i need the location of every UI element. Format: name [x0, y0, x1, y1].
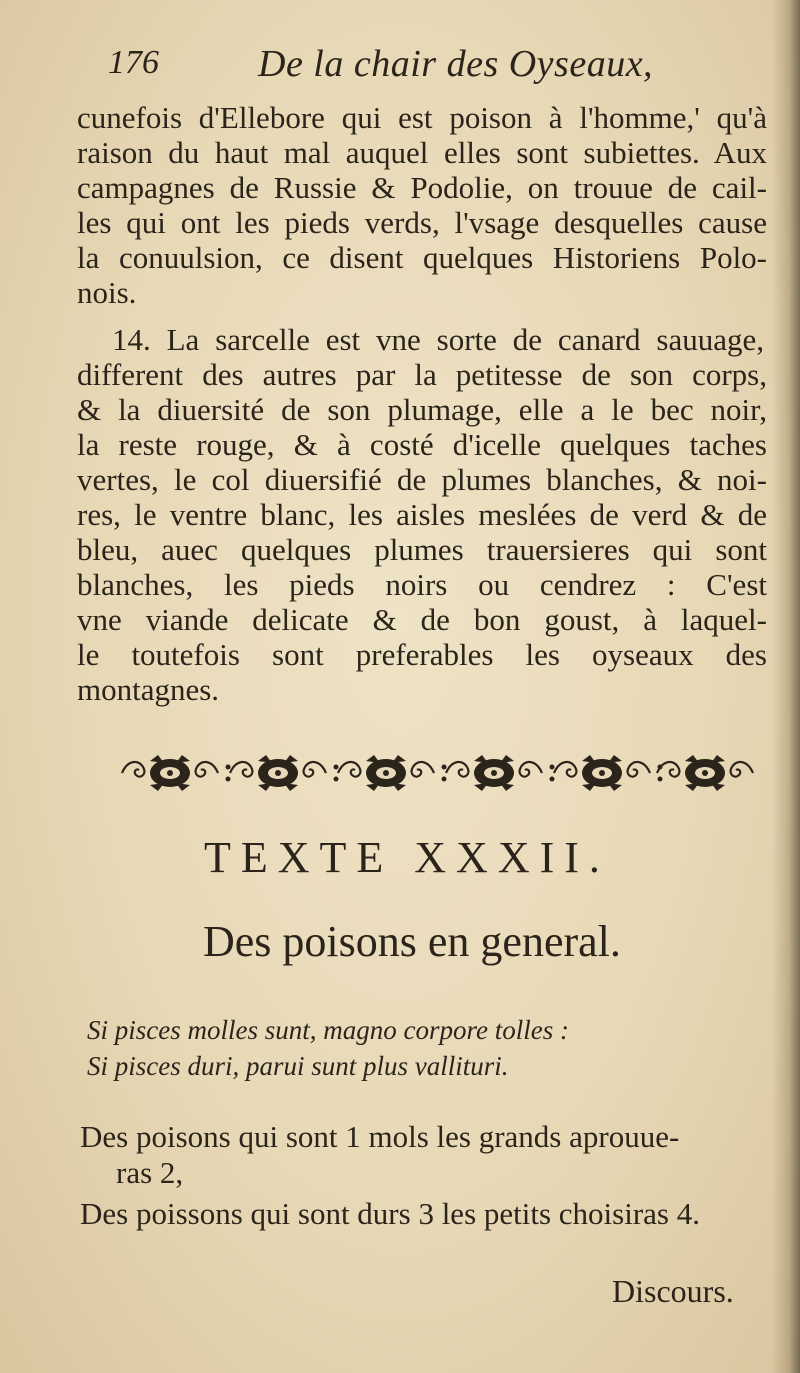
text-line: raison du haut mal auquel elles sont subiettes. Aux: [77, 135, 767, 170]
text-line: res, le ventre blanc, les aisles meslées de verd & de: [77, 497, 767, 532]
text-line: campagnes de Russie & Podolie, on trouue de cail-: [77, 170, 767, 205]
page-header: [108, 40, 758, 90]
text-line: vertes, le col diuersifié de plumes blanches, & noi-: [77, 462, 767, 497]
section-title: TEXTE XXXII.: [204, 833, 610, 882]
text-line: bleu, auec quelques plumes trauersieres qui sont: [77, 532, 767, 567]
verse-line: Des poissons qui sont durs 3 les petits choisiras 4.: [80, 1196, 700, 1231]
text-line: la reste rouge, & à costé d'icelle quelques taches: [77, 427, 767, 462]
text-line: montagnes.: [77, 672, 220, 707]
text-line: nois.: [77, 275, 137, 310]
printer-ornament-divider: [118, 751, 760, 795]
latin-line: Si pisces molles sunt, magno corpore tolles :: [87, 1015, 569, 1045]
verse-line: Des poisons qui sont 1 mols les grands aprouue-: [80, 1119, 680, 1154]
text-line: les qui ont les pieds verds, l'vsage desquelles cause: [77, 205, 767, 240]
text-line: & la diuersité de son plumage, elle a le bec noir,: [77, 392, 767, 427]
text-line: cunefois d'Ellebore qui est poison à l'homme,' qu'à: [77, 100, 767, 135]
text-line: vne viande delicate & de bon goust, à laquel-: [77, 602, 767, 637]
text-line: 14. La sarcelle est vne sorte de canard sauuage,: [112, 322, 764, 357]
text-line: different des autres par la petitesse de son corps,: [77, 357, 767, 392]
text-line: le toutefois sont preferables les oyseaux des: [77, 637, 767, 672]
text-line: la conuulsion, ce disent quelques Historiens Polo-: [77, 240, 767, 275]
page-number: 176: [108, 44, 159, 81]
verse-line: ras 2,: [116, 1155, 184, 1190]
text-line: blanches, les pieds noirs ou cendrez : C'est: [77, 567, 767, 602]
catchword: Discours.: [612, 1273, 734, 1309]
latin-line: Si pisces duri, parui sunt plus vallituri.: [87, 1051, 509, 1081]
running-head: De la chair des Oyseaux,: [258, 43, 654, 85]
section-subtitle: Des poisons en general.: [203, 917, 621, 966]
